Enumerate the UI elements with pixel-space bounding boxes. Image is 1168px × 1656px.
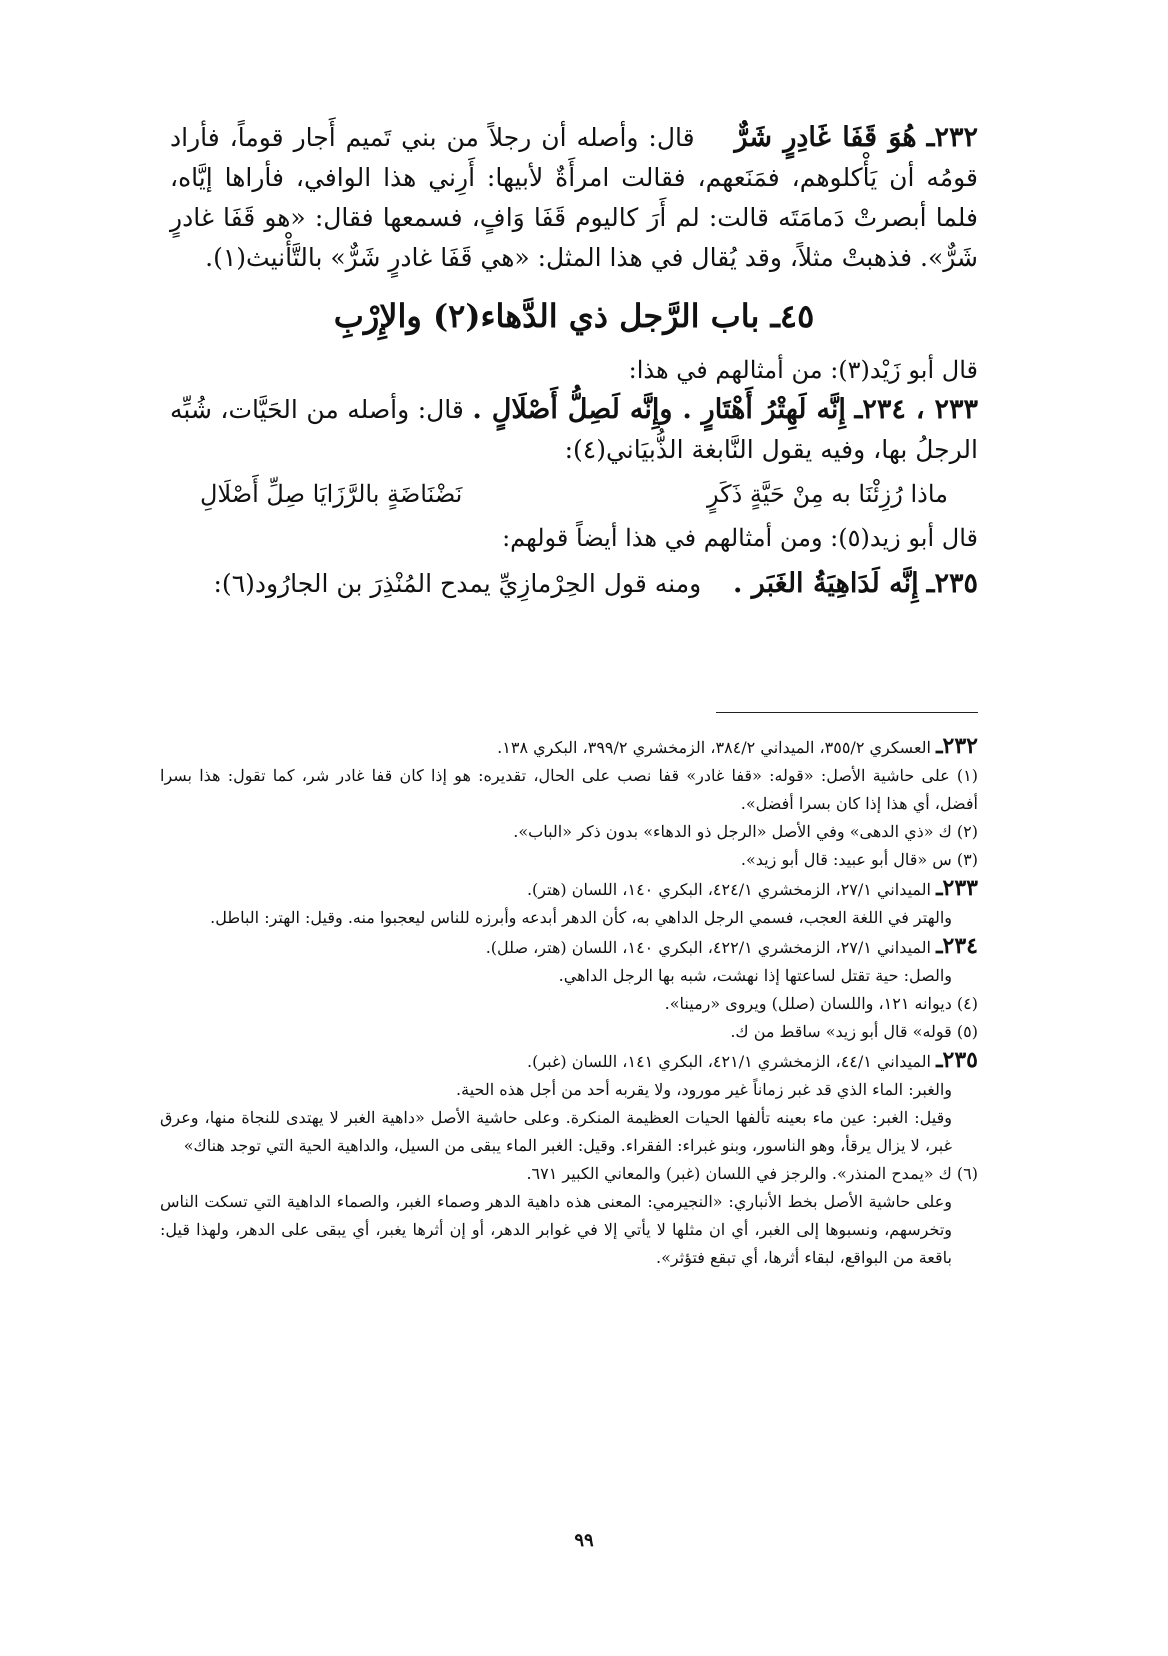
entry-235: [170, 564, 978, 604]
footnote: [160, 1076, 978, 1104]
footnote-text: (٢) ك «ذي الدهى» وفي الأصل «الرجل ذو الدهاء» بدون ذكر «الباب».: [513, 822, 978, 841]
footnote-text: (٣) س «قال أبو عبيد: قال أبو زيد».: [740, 850, 978, 869]
footnote-text: والهتر في اللغة العجب، فسمي الرجل الداهي به، كأن الدهر أبدعه وأبرزه للناس ليعجبوا منه. وقيل: الهتر: الباطل.: [210, 908, 952, 927]
footnote: [160, 1104, 978, 1160]
footnote-text: (٥) قوله» قال أبو زيد» ساقط من ك.: [730, 1022, 978, 1041]
footnote: [160, 990, 978, 1018]
footnote: [160, 1046, 978, 1076]
abu-zayd-line-2: قال أبو زيد(٥): ومن أمثالهم في هذا أيضاً قولهم:: [502, 524, 978, 552]
entry-number: ٢٣٥ـ: [926, 568, 978, 599]
footnote-text: العسكري ٣٥٥/٢، الميداني ٣٨٤/٢، الزمخشري ٣٩٩/٢، البكري ١٣٨.: [497, 738, 931, 757]
poem-verse: [170, 474, 978, 514]
footnote: [160, 932, 978, 962]
chapter-heading: ٤٥ـ باب الرَّجل ذي الدَّهاء(٢) والإِرْبِ: [333, 297, 815, 335]
footnote-text: الميداني ٤٤/١، الزمخشري ٤٢١/١، البكري ١٤١، اللسان (غبر).: [527, 1052, 931, 1071]
footnote: [160, 1018, 978, 1046]
verse-first-hemistich: ماذا رُزِئْنَا به مِنْ حَيَّةٍ ذَكَرٍ: [706, 480, 948, 508]
verse-second-hemistich: نَضْنَاضَةٍ بالرَّزَايَا صِلِّ أَصْلَالِ: [200, 480, 463, 508]
entry-text: ومنه قول الحِرْمازِيِّ يمدح المُنْذِرَ بن الجارُود(٦):: [213, 569, 702, 598]
footnote: [160, 846, 978, 874]
footnote-text: والغبر: الماء الذي قد غبر زماناً غير مورود، ولا يقربه أحد من أجل هذه الحية.: [456, 1080, 952, 1099]
entry-number: ٢٣٣ ، ٢٣٤ـ: [854, 394, 979, 425]
footnote: [160, 1160, 978, 1188]
footnotes: [160, 732, 978, 1272]
footnote-text: (٤) ديوانه ١٢١، واللسان (صلل) ويروى «رمينا».: [664, 994, 978, 1013]
entry-233-234: [170, 390, 978, 470]
footnote-entry-number: ٢٣٤ـ: [936, 933, 978, 959]
footnote-text: الميداني ٢٧/١، الزمخشري ٤٢٤/١، البكري ١٤٠، اللسان (هتر).: [526, 880, 931, 899]
entry-text: قال: وأصله من الحَيَّات، شُبِّه الرجلُ بها، وفيه يقول النَّابغة الذُّبيَاني(٤):: [170, 395, 978, 464]
footnote-text: (٦) ك «يمدح المنذر». والرجز في اللسان (غبر) والمعاني الكبير ٦٧١.: [526, 1164, 978, 1183]
footnote: [160, 904, 978, 932]
footnote: [160, 962, 978, 990]
footnote: [160, 1188, 978, 1272]
footnote-text: وعلى حاشية الأصل بخط الأنباري: «النجيرمي: المعنى هذه داهية الدهر وصماء الغبر، والصماء الداهية التي تسكت الناس وتخرسهم، ونسبوها إلى الغبر، أي ان مثلها لا يأتي إلا في غوابر الدهر، أو إن أثرها يغبر، أي يبقى على الدهر، ولهذا قيل: باقعة من البواقع، لبقاء أثرها، أي تبقع فتؤثر».: [160, 1192, 952, 1267]
footnote-entry-number: ٢٣٢ـ: [936, 733, 978, 759]
main-text: [170, 118, 978, 604]
entry-text: قال: وأصله أن رجلاً من بني تَميم أَجار قوماً، فأراد قومُه أن يَأْكلوهم، فمَنَعهم، فقالت امرأَةٌ لأبيها: أَرِني هذا الوافي، فأراها إيَّاه، فلما أبصرتْ دَمامَتَه قالت: لم أَرَ كاليوم قَفَا وَافٍ، فسمعها فقال: «هو قَفَا غادرٍ شَرٌّ». فذهبتْ مثلاً، وقد يُقال في هذا المثل: «هي قَفَا غادرٍ شَرٌّ» بالتَّأْنيث(١).: [170, 123, 978, 272]
proverb: هُوَ قَفَا غَادِرٍ شَرٌّ: [734, 122, 917, 153]
entry-number: ٢٣٢ـ: [926, 122, 978, 153]
footnote-text: الميداني ٢٧/١، الزمخشري ٤٢٢/١، البكري ١٤٠، اللسان (هتر، صلل).: [485, 938, 931, 957]
footnote: [160, 874, 978, 904]
footnote: [160, 818, 978, 846]
footnote-separator: [716, 712, 978, 713]
footnote-text: (١) على حاشية الأصل: «قوله: «قفا غادر» قفا نصب على الحال، تقديره: هو إذا كان قفا غادر شر، كما تقول: هذا بسرا أفضل، أي هذا إذا كان بسرا أفضل».: [160, 766, 979, 813]
footnote-entry-number: ٢٣٥ـ: [936, 1047, 978, 1073]
proverb: إِنَّه لَدَاهِيَةُ الغَبَر .: [732, 568, 919, 599]
footnote-entry-number: ٢٣٣ـ: [936, 875, 978, 901]
footnote-text: والصل: حية تقتل لساعتها إذا نهشت، شبه بها الرجل الداهي.: [558, 966, 952, 985]
proverb: إِنَّه لَهِتْرُ أَهْتَارٍ . وإِنَّه لَصِلُّ أَصْلَالٍ .: [472, 394, 846, 425]
abu-zayd-line-1: قال أبو زَيْد(٣): من أمثالهم في هذا:: [628, 356, 978, 384]
footnote-text: وقيل: الغبر: عين ماء بعينه تألفها الحيات العظيمة المنكرة. وعلى حاشية الأصل «داهية الغبر لا يهتدى للنجاة منها، وعرق غبر، لا يزال يرقأ، وهو الناسور، وبنو غبراء: الفقراء. وقيل: الغبر الماء يبقى من السيل، والداهية الحية التي توجد هناك»: [160, 1108, 953, 1155]
footnote: [160, 762, 978, 818]
page-number: ٩٩: [574, 1530, 594, 1551]
footnote: [160, 732, 978, 762]
entry-232: [170, 118, 978, 278]
